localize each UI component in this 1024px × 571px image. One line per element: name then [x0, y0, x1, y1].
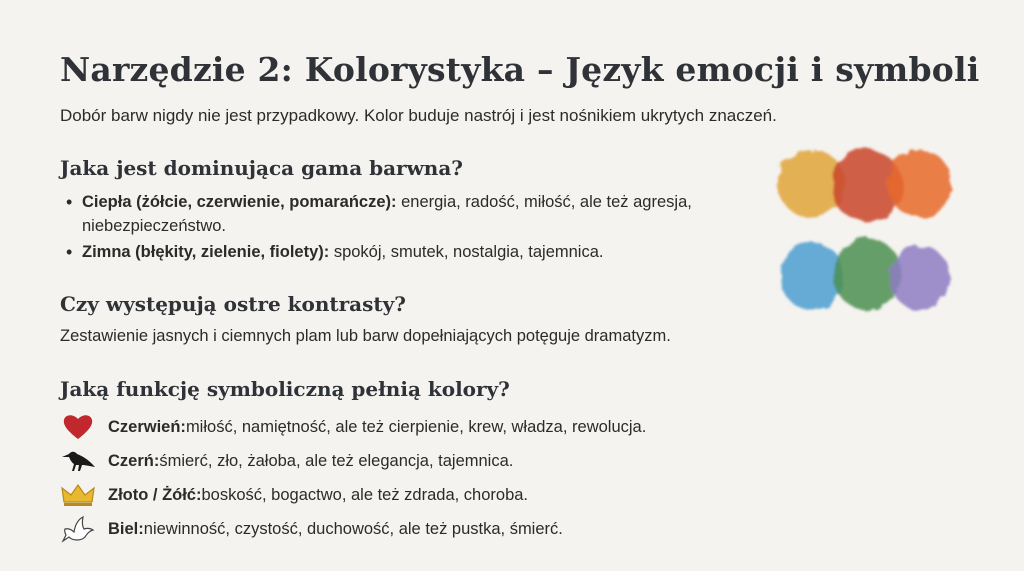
symbol-row-white: [60, 514, 860, 544]
page-subtitle: Dobór barw nigdy nie jest przypadkowy. Kolor buduje nastrój i jest nośnikiem ukrytych znaczeń.: [60, 106, 777, 125]
color-swatches-illustration: [772, 142, 962, 322]
page-title: Narzędzie 2: Kolorystyka – Język emocji i symboli: [60, 50, 980, 89]
symbol-row-black: [60, 446, 860, 476]
contrast-heading: Czy występują ostre kontrasty?: [60, 292, 406, 316]
list-item-cool: [82, 240, 772, 264]
symbol-text-black: śmierć, zło, żałoba, ale też elegancja, tajemnica.: [159, 451, 514, 470]
symbol-text-gold: boskość, bogactwo, ale też zdrada, choroba.: [201, 485, 529, 504]
symbol-label-gold: Złoto / Żółć:: [108, 485, 202, 504]
warm-swatch-orange: [888, 150, 952, 218]
symbol-label-red: Czerwień:: [108, 417, 186, 436]
warm-label: Ciepła (żółcie, czerwienie, pomarańcze):: [82, 193, 397, 211]
symbol-row-gold: [60, 480, 860, 510]
heart-icon: [60, 413, 96, 441]
cool-swatches: [780, 238, 950, 310]
symbol-label-white: Biel:: [108, 519, 144, 538]
contrast-text: Zestawienie jasnych i ciemnych plam lub barw dopełniających potęguje dramatyzm.: [60, 327, 671, 345]
symbol-row-red: [60, 412, 860, 442]
symbol-text-white: niewinność, czystość, duchowość, ale też pustka, śmierć.: [143, 519, 563, 538]
cool-swatch-violet: [890, 246, 950, 310]
cool-label: Zimna (błękity, zielenie, fiolety):: [82, 243, 330, 261]
warm-text: energia, radość, miłość, ale też agresja, niebezpieczeństwo.: [82, 193, 692, 235]
symbolism-heading: Jaką funkcję symboliczną pełnią kolory?: [60, 377, 510, 401]
palette-list: [60, 190, 772, 266]
symbol-label-black: Czerń:: [108, 451, 160, 470]
dove-icon: [60, 515, 96, 543]
list-item-warm: [82, 190, 772, 238]
crown-icon: [60, 481, 96, 509]
raven-icon: [60, 447, 96, 475]
cool-text: spokój, smutek, nostalgia, tajemnica.: [329, 243, 604, 261]
warm-swatches: [778, 150, 952, 222]
palette-heading: Jaka jest dominująca gama barwna?: [60, 156, 464, 180]
symbol-text-red: miłość, namiętność, ale też cierpienie, krew, władza, rewolucja.: [185, 417, 647, 436]
